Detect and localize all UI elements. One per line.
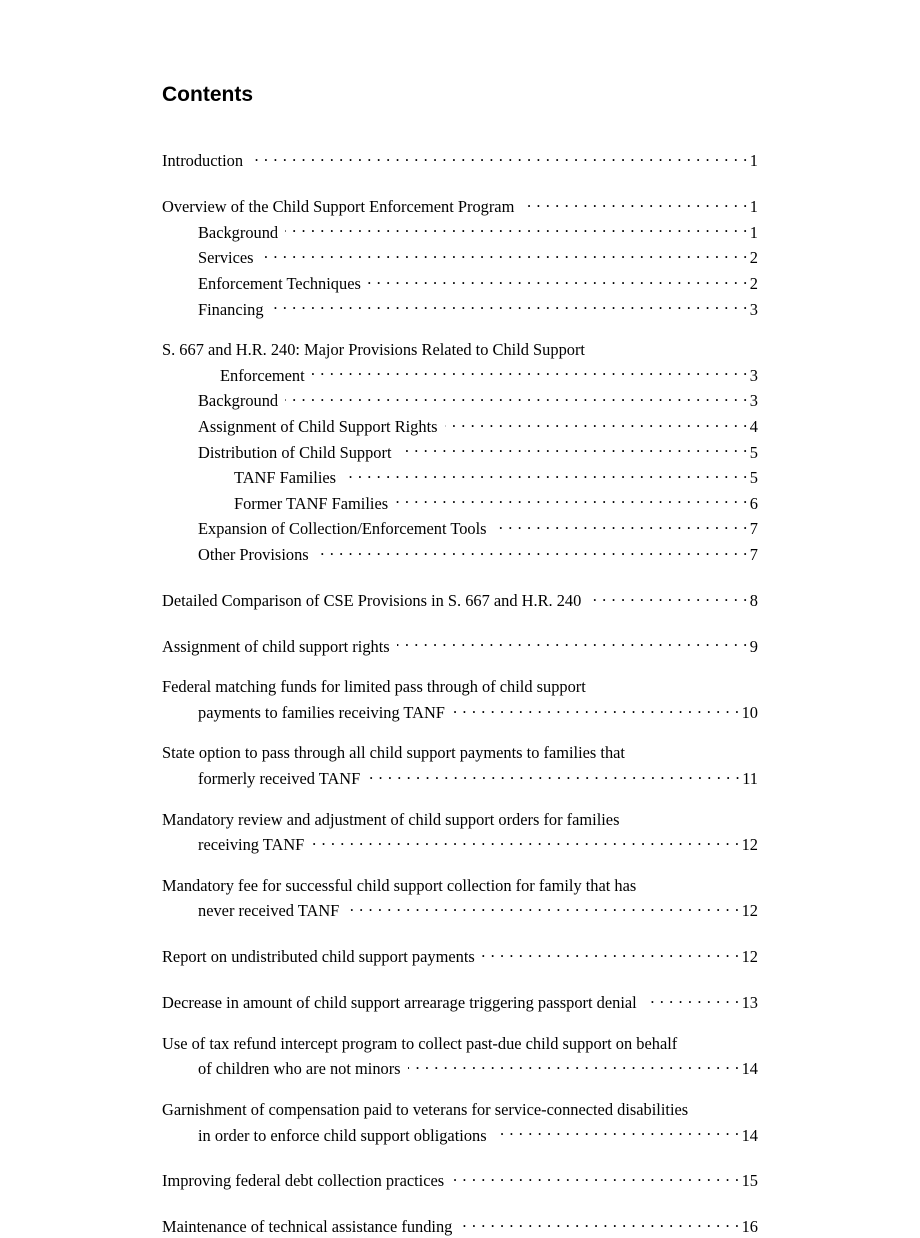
dot-leader (452, 698, 740, 718)
toc-entry[interactable] (162, 1034, 758, 1080)
dot-leader (271, 294, 748, 314)
toc-entry-page: 10 (741, 702, 758, 722)
toc-entry-title: Background (198, 222, 279, 242)
toc-entry[interactable] (162, 412, 758, 438)
dot-leader (644, 988, 740, 1008)
dot-leader (494, 1120, 740, 1140)
dot-leader (451, 1166, 739, 1186)
toc-entry[interactable] (162, 540, 758, 566)
toc-entry-page: 3 (749, 299, 758, 319)
toc-entry-title: Distribution of Child Support (198, 442, 392, 462)
dot-leader (312, 360, 748, 380)
toc-entry-title: formerly received TANF (198, 769, 361, 789)
toc-entry[interactable] (162, 340, 758, 386)
toc-entry[interactable] (162, 386, 758, 412)
toc-entry[interactable] (162, 192, 758, 218)
toc-entry-title: Other Provisions (198, 544, 309, 564)
toc-entry-title-line1: Mandatory fee for successful child support collection for family that has (162, 875, 637, 895)
dot-leader (285, 386, 748, 406)
dot-leader (261, 243, 748, 263)
toc-entry-page: 2 (749, 248, 758, 268)
toc-entry-page: 12 (741, 947, 758, 967)
toc-entry-title: Report on undistributed child support payments (162, 947, 475, 967)
dot-leader (408, 1054, 740, 1074)
table-of-contents (162, 146, 758, 1238)
toc-entry-title: in order to enforce child support obligations (198, 1125, 487, 1145)
toc-entry-page: 1 (749, 197, 758, 217)
toc-entry-title: Expansion of Collection/Enforcement Tools (198, 519, 487, 539)
toc-entry-title: Introduction (162, 151, 244, 171)
toc-entry-title-line1: Federal matching funds for limited pass through of child support (162, 677, 586, 697)
toc-entry[interactable] (162, 988, 758, 1014)
toc-entry-title: Services (198, 248, 254, 268)
toc-entry-page: 4 (749, 416, 758, 436)
toc-entry[interactable] (162, 437, 758, 463)
toc-entry-title: Enforcement (220, 365, 305, 385)
toc-entry-title: receiving TANF (198, 835, 305, 855)
toc-entry-page: 7 (749, 519, 758, 539)
toc-entry-title: Overview of the Child Support Enforcement Program (162, 197, 515, 217)
toc-entry-page: 12 (741, 835, 758, 855)
toc-entry[interactable] (162, 488, 758, 514)
toc-entry-title: of children who are not minors (198, 1059, 401, 1079)
dot-leader (399, 437, 748, 457)
toc-entry[interactable] (162, 217, 758, 243)
toc-entry-title: Background (198, 391, 279, 411)
toc-entry[interactable] (162, 294, 758, 320)
toc-entry-title: Improving federal debt collection practices (162, 1171, 445, 1191)
toc-entry[interactable] (162, 876, 758, 922)
dot-leader (397, 631, 748, 651)
toc-entry[interactable] (162, 1166, 758, 1192)
toc-entry[interactable] (162, 677, 758, 723)
toc-entry-page: 13 (741, 993, 758, 1013)
dot-leader (250, 146, 748, 166)
toc-entry[interactable] (162, 631, 758, 657)
toc-entry-title-line1: Mandatory review and adjustment of child support orders for families (162, 809, 620, 829)
dot-leader (521, 192, 747, 212)
toc-entry-page: 14 (741, 1059, 758, 1079)
toc-entry[interactable] (162, 586, 758, 612)
toc-entry-page: 1 (749, 222, 758, 242)
toc-entry-page: 5 (749, 468, 758, 488)
toc-entry-page: 3 (749, 391, 758, 411)
toc-entry-title: Detailed Comparison of CSE Provisions in S. 667 and H.R. 240 (162, 590, 582, 610)
toc-entry[interactable] (162, 269, 758, 295)
dot-leader (285, 217, 748, 237)
toc-entry-page: 12 (741, 901, 758, 921)
dot-leader (445, 412, 748, 432)
toc-entry[interactable] (162, 810, 758, 856)
toc-entry-page: 15 (741, 1171, 758, 1191)
toc-entry-page: 16 (741, 1217, 758, 1237)
toc-entry-title: Maintenance of technical assistance funding (162, 1217, 453, 1237)
toc-entry[interactable] (162, 1212, 758, 1238)
contents-heading: Contents (162, 83, 253, 106)
dot-leader (311, 830, 739, 850)
toc-entry-title: Former TANF Families (234, 493, 389, 513)
dot-leader (395, 488, 748, 508)
toc-entry[interactable] (162, 146, 758, 172)
toc-entry-page: 1 (749, 151, 758, 171)
dot-leader (343, 463, 748, 483)
toc-entry-title: Enforcement Techniques (198, 273, 361, 293)
toc-entry-title: TANF Families (234, 468, 337, 488)
toc-entry-title: payments to families receiving TANF (198, 702, 445, 722)
toc-entry[interactable] (162, 463, 758, 489)
toc-entry-page: 7 (749, 544, 758, 564)
dot-leader (367, 764, 740, 784)
toc-entry-page: 9 (749, 636, 758, 656)
toc-entry-title: never received TANF (198, 901, 340, 921)
toc-entry-page: 14 (741, 1125, 758, 1145)
dot-leader (316, 540, 748, 560)
toc-entry[interactable] (162, 1100, 758, 1146)
dot-leader (346, 896, 739, 916)
toc-entry-page: 11 (742, 769, 758, 789)
toc-entry[interactable] (162, 942, 758, 968)
toc-entry-page: 6 (749, 493, 758, 513)
toc-entry-page: 5 (749, 442, 758, 462)
toc-entry[interactable] (162, 243, 758, 269)
toc-entry[interactable] (162, 743, 758, 789)
toc-entry-page: 8 (749, 590, 758, 610)
dot-leader (494, 514, 748, 534)
toc-entry-title-line1: Use of tax refund intercept program to collect past-due child support on behalf (162, 1033, 678, 1053)
dot-leader (459, 1212, 739, 1232)
dot-leader (588, 586, 747, 606)
toc-entry-title: Financing (198, 299, 264, 319)
dot-leader (368, 269, 748, 289)
toc-entry-title: Decrease in amount of child support arrearage triggering passport denial (162, 993, 637, 1013)
toc-entry-title-line1: S. 667 and H.R. 240: Major Provisions Related to Child Support (162, 340, 585, 360)
toc-entry-title-line1: Garnishment of compensation paid to veterans for service-connected disabilities (162, 1100, 689, 1119)
toc-entry-title-line1: State option to pass through all child support payments to families that (162, 743, 625, 763)
toc-entry[interactable] (162, 514, 758, 540)
dot-leader (482, 942, 740, 962)
toc-entry-page: 3 (749, 365, 758, 385)
toc-entry-title: Assignment of Child Support Rights (198, 416, 438, 436)
toc-entry-page: 2 (749, 273, 758, 293)
toc-entry-title: Assignment of child support rights (162, 636, 390, 656)
